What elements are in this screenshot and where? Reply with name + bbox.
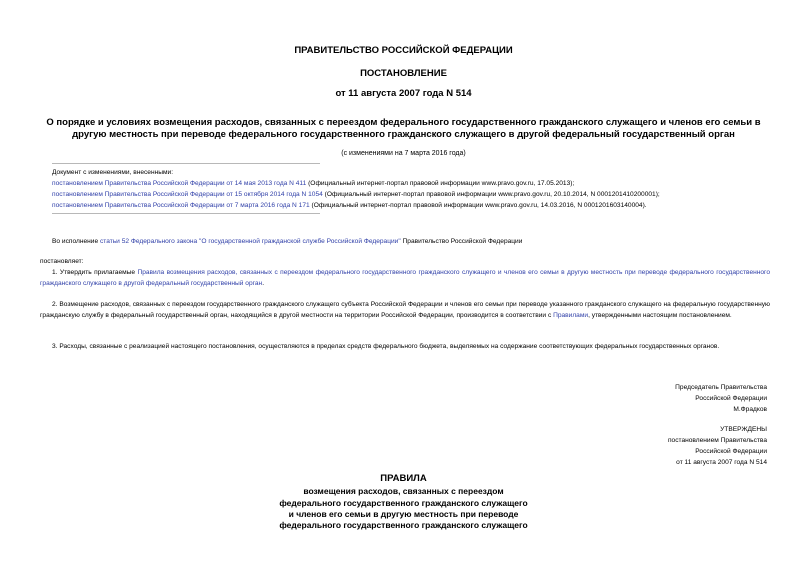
decree-word: постановляет:: [40, 258, 84, 265]
annex-subtitle-line: федерального государственного гражданского служащего: [279, 520, 528, 531]
preamble: [52, 237, 772, 248]
clause-2: [40, 300, 770, 321]
document-type: ПОСТАНОВЛЕНИЕ: [360, 68, 447, 79]
approval-line: от 11 августа 2007 года N 514: [676, 459, 767, 466]
annex-subtitle-line: и членов его семьи в другую местность при переводе: [288, 508, 519, 519]
preamble-text: Во исполнение: [52, 238, 100, 245]
clause-text: 2. Возмещение расходов, связанных с переездом государственного гражданского служащего субъекта Российской Федерации и членов его семьи при переводе указанного гражданского служащего на федеральную государственную гражданскую службу в федеральный государственный орган, находящийся в другой местности на территории Российской Федерации, производится в соответствии с: [40, 301, 770, 319]
amendments-top-divider: [52, 163, 320, 164]
amendment-source: (Официальный интернет-портал правовой информации www.pravo.gov.ru, 14.03.2016, N 0001201603140004).: [309, 202, 647, 209]
annex-title: ПРАВИЛА: [380, 473, 427, 484]
annex-subtitle-line: федерального государственного гражданского служащего: [279, 497, 528, 508]
document-subject: О порядке и условиях возмещения расходов, связанных с переездом федерального государственного гражданского служащего и членов его семьи в другую местность при переводе федерального государственного гражданского служащего в другой федеральный государственный орган: [46, 117, 761, 140]
rules-link[interactable]: Правила возмещения расходов, связанных с переездом федерального государственного гражданского служащего и членов его семьи в другую местность при переводе федерального государственного гражданского служащего в другой федеральный государственный орган: [40, 269, 770, 287]
approval-line: УТВЕРЖДЕНЫ: [720, 426, 767, 433]
amendment-item: [52, 178, 792, 189]
clause-3: 3. Расходы, связанные с реализацией настоящего постановления, осуществляются в пределах средств федерального бюджета, выделяемых на содержание соответствующих федеральных государственных органов.: [52, 343, 720, 350]
amendment-item: [52, 189, 792, 200]
government-title: ПРАВИТЕЛЬСТВО РОССИЙСКОЙ ФЕДЕРАЦИИ: [294, 45, 513, 56]
amendment-source: (Официальный интернет-портал правовой информации www.pravo.gov.ru, 20.10.2014, N 0001201410200001);: [322, 191, 660, 198]
amendment-item: [52, 200, 792, 211]
amendments-block: [52, 167, 792, 211]
rules-link[interactable]: Правилами: [553, 311, 589, 319]
approval-line: Российской Федерации: [695, 448, 767, 455]
annex-title-block: [0, 473, 807, 531]
amendment-link[interactable]: постановлением Правительства Российской Федерации от 14 мая 2013 года N 411: [52, 180, 307, 187]
signature-block: [507, 382, 767, 415]
clause-text: .: [262, 279, 265, 287]
amendments-intro: Документ с изменениями, внесенными:: [52, 169, 174, 176]
approval-line: постановлением Правительства: [667, 437, 767, 444]
clause-text: , утвержденными настоящим постановлением.: [588, 311, 732, 319]
law-article-link[interactable]: статьи 52 Федерального закона "О государственной гражданской службе Российской Федерации": [99, 238, 401, 245]
approval-stamp: [507, 424, 767, 468]
annex-subtitle-line: возмещения расходов, связанных с переездом: [303, 486, 504, 497]
amendment-link[interactable]: постановлением Правительства Российской Федерации от 15 октября 2014 года N 1054: [52, 191, 323, 198]
changes-note: (с изменениями на 7 марта 2016 года): [341, 150, 466, 157]
amendment-source: (Официальный интернет-портал правовой информации www.pravo.gov.ru, 17.05.2013);: [306, 180, 575, 187]
document-date: от 11 августа 2007 года N 514: [335, 88, 472, 99]
signature-name: М.Фрадков: [733, 406, 767, 413]
clause-text: 1. Утвердить прилагаемые: [52, 269, 138, 276]
signature-line: Председатель Правительства: [675, 384, 767, 391]
clause-1: [40, 268, 770, 289]
amendment-link[interactable]: постановлением Правительства Российской Федерации от 7 марта 2016 года N 171: [52, 202, 310, 209]
amendments-bottom-divider: [52, 213, 320, 214]
preamble-text: Правительство Российской Федерации: [400, 238, 523, 245]
signature-line: Российской Федерации: [695, 395, 767, 402]
